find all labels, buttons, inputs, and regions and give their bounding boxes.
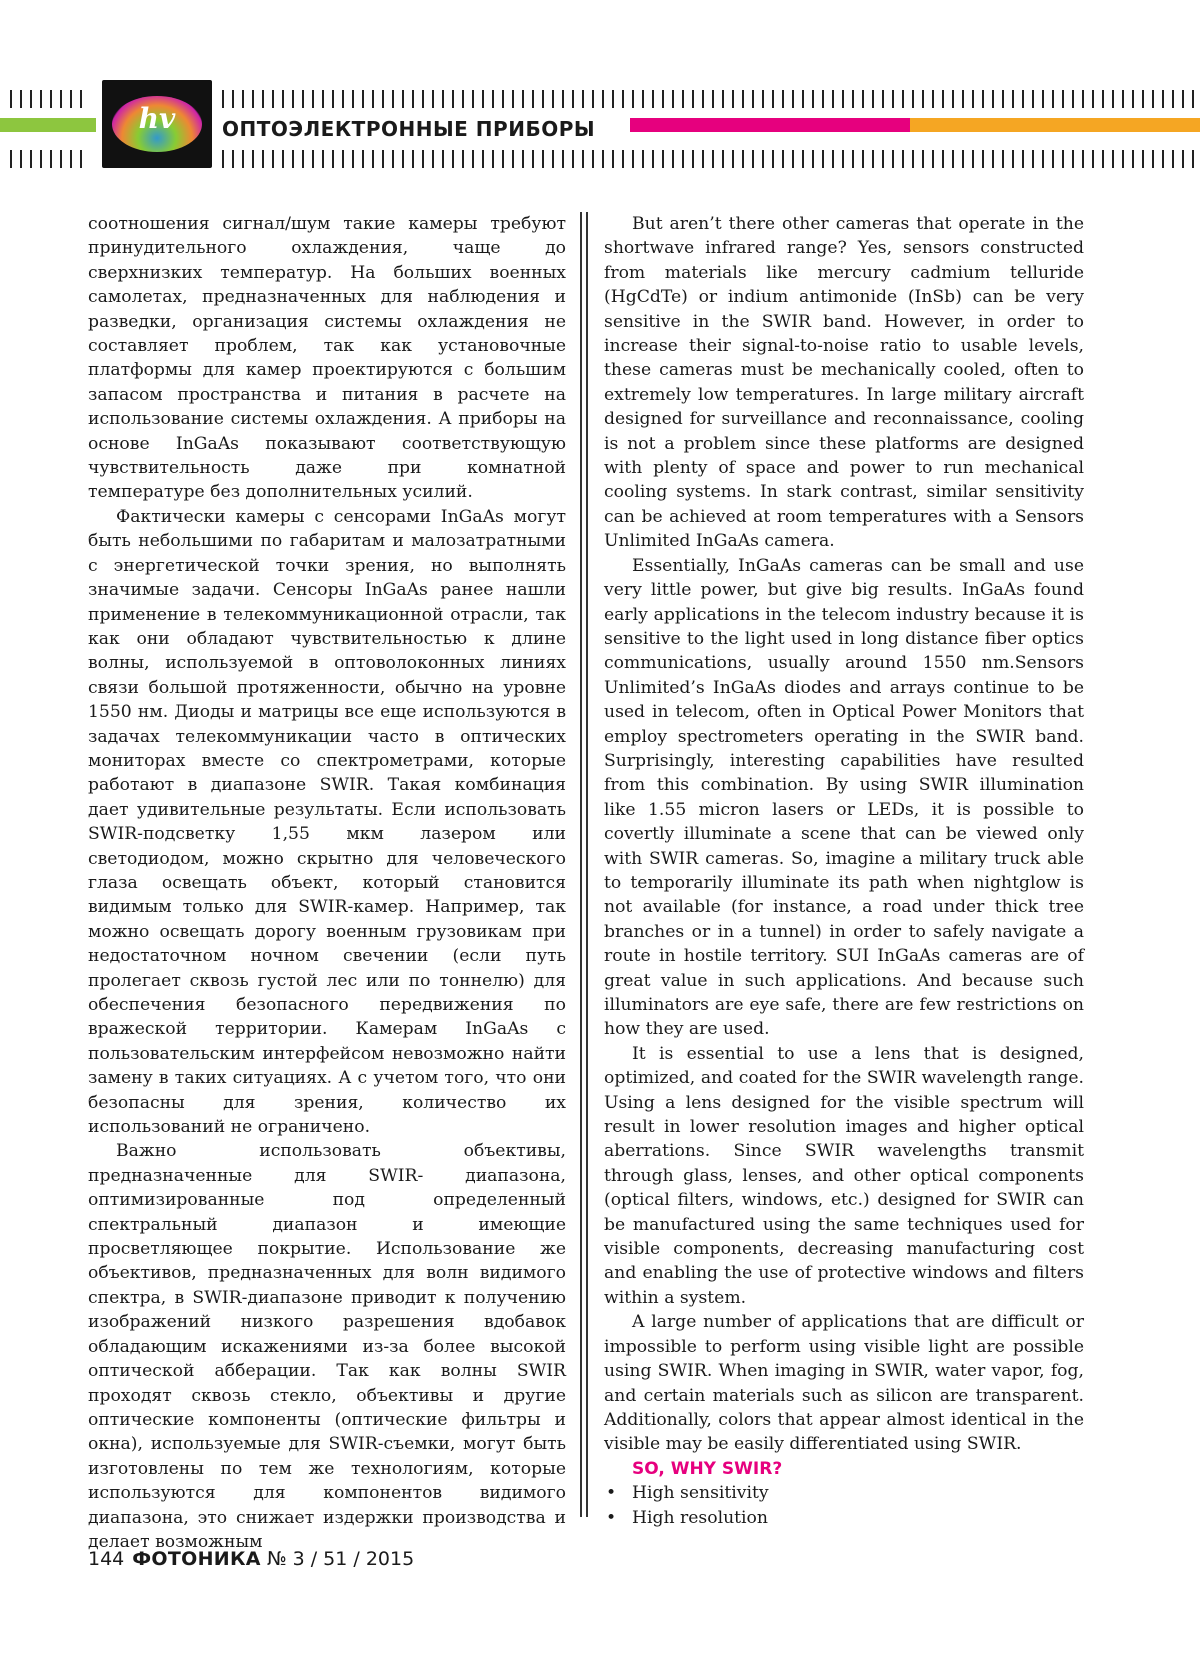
- page-header: [0, 0, 1200, 180]
- subheading-why-swir: SO, WHY SWIR?: [632, 1458, 783, 1479]
- header-rule-top-right: [222, 90, 1197, 108]
- header-magenta-bar: [630, 118, 910, 132]
- right-paragraph-4: A large number of applications that are difficult or impossible to perform using visible light are possible using SWIR. When imaging in SWIR, water vapor, fog, and certain materials such as silicon are transparent. Additionally, colors that appear almost identical in the visible may be easily differentiated using SWIR.: [604, 1312, 1084, 1455]
- header-rule-top-left: [10, 90, 90, 108]
- right-paragraph-3: It is essential to use a lens that is designed, optimized, and coated for the SWIR wavelength range. Using a lens designed for the visible spectrum will result in lower resolution images and higher optical aberrations. Since SWIR wavelengths transmit through glass, lenses, and other optical components (optical filters, windows, etc.) designed for SWIR can be manufactured using the same techniques used for visible components, decreasing manufacturing cost and enabling the use of protective windows and filters within a system.: [604, 1043, 1084, 1308]
- left-paragraph-2: Фактически камеры с сенсорами InGaAs могут быть небольшими по габаритам и малозатратными с энергетической точки зрения, но выполнять значимые задачи. Сенсоры InGaAs ранее нашли применение в телекоммуникационной отрасли, так как они обладают чувствительностью к длине волны, используемой в оптоволоконных линиях связи большой протяженности, обычно на уровне 1550 нм. Диоды и матрицы все еще используются в задачах телекоммуникации часто в оптических мониторах вместе со спектрометрами, которые работают в диапазоне SWIR. Такая комбинация дает удивительные результаты. Если использовать SWIR-подсветку 1,55 мкм лазером или светодиодом, можно скрытно для человеческого глаза освещать объект, который становится видимым только для SWIR-камер. Например, так можно освещать дорогу военным грузовикам при недостаточном ночном свечении (если путь пролегает сквозь густой лес или по тоннелю) для обеспечения безопасного передвижения по вражеской территории. Камерам InGaAs с пользовательским интерфейсом невозможно найти замену в таких ситуациях. А с учетом того, что они безопасны для зрения, количество их использований не ограничено.: [88, 506, 566, 1138]
- right-paragraph-1: But aren’t there other cameras that operate in the shortwave infrared range? Yes, sensors constructed from materials like mercury cadmium telluride (HgCdTe) or indium antimonide (InSb) can be very sensitive in the SWIR band. However, in order to increase their signal-to-noise ratio to usable levels, these cameras must be mechanically cooled, often to extremely low temperatures. In large military aircraft designed for surveillance and reconnaissance, cooling is not a problem since these platforms are designed with plenty of space and power to run mechanical cooling systems. In stark contrast, similar sensitivity can be achieved at room temperatures with a Sensors Unlimited InGaAs camera.: [604, 214, 1084, 552]
- left-column: [88, 212, 566, 1554]
- header-green-bar: [0, 118, 96, 132]
- benefits-list: [604, 1481, 1084, 1530]
- bullet-icon: •: [606, 1483, 617, 1504]
- column-divider: [580, 212, 588, 1517]
- header-orange-bar: [910, 118, 1200, 132]
- left-paragraph-1: соотношения сигнал/шум такие камеры требуют принудительного охлаждения, чаще до сверхнизких температур. На больших военных самолетах, предназначенных для наблюдения и разведки, организация системы охлаждения не составляет проблем, так как установочные платформы для камер проектируются с большим запасом пространства и питания в расчете на использование системы охлаждения. А приборы на основе InGaAs показывают соответствующую чувствительность даже при комнатной температуре без дополнительных усилий.: [88, 214, 566, 503]
- page-footer: [88, 1548, 414, 1570]
- section-title: ОПТОЭЛЕКТРОННЫЕ ПРИБОРЫ: [222, 117, 596, 141]
- list-item: • High sensitivity: [604, 1481, 1084, 1505]
- magazine-name: ФОТОНИКА: [132, 1548, 261, 1570]
- header-rule-bottom-right: [222, 150, 1197, 168]
- right-paragraph-2: Essentially, InGaAs cameras can be small and use very little power, but give big results. InGaAs found early applications in the telecom industry because it is sensitive to the light used in long distance fiber optics communications, usually around 1550 nm.Sensors Unlimited’s InGaAs diodes and arrays continue to be used in telecom, often in Optical Power Monitors that employ spectrometers operating in the SWIR band. Surprisingly, interesting capabilities have resulted from this combination. By using SWIR illumination like 1.55 micron lasers or LEDs, it is possible to covertly illuminate a scene that can be viewed only with SWIR cameras. So, imagine a military truck able to temporarily illuminate its path when nightglow is not available (for instance, a road under thick tree branches or in a tunnel) in order to safely navigate a route in hostile territory. SUI InGaAs cameras are of great value in such applications. And because such illuminators are eye safe, there are few restrictions on how they are used.: [604, 555, 1084, 1040]
- magazine-logo: [102, 80, 212, 168]
- header-rule-bottom-left: [10, 150, 90, 168]
- list-item: • High resolution: [604, 1506, 1084, 1530]
- bullet-icon: •: [606, 1507, 617, 1528]
- logo-text: hv: [138, 102, 176, 135]
- right-column: [604, 212, 1084, 1530]
- left-paragraph-3: Важно использовать объективы, предназначенные для SWIR- диапазона, оптимизированные под определенный спектральный диапазон и имеющие просветляющее покрытие. Использование же объективов, предназначенных для волн видимого спектра, в SWIR-диапазоне приводит к получению изображений низкого разрешения вдобавок обладающим искажениями из-за более высокой оптической абберации. Так как волны SWIR проходят сквозь стекло, объективы и другие оптические компоненты (оптические фильтры и окна), используемые для SWIR-съемки, могут быть изготовлены по тем же технологиям, которые используются для компонентов видимого диапазона, это снижает издержки производства и делает возможным: [88, 1141, 566, 1552]
- issue-number: № 3 / 51 / 2015: [266, 1548, 415, 1570]
- page-number: 144: [88, 1548, 125, 1570]
